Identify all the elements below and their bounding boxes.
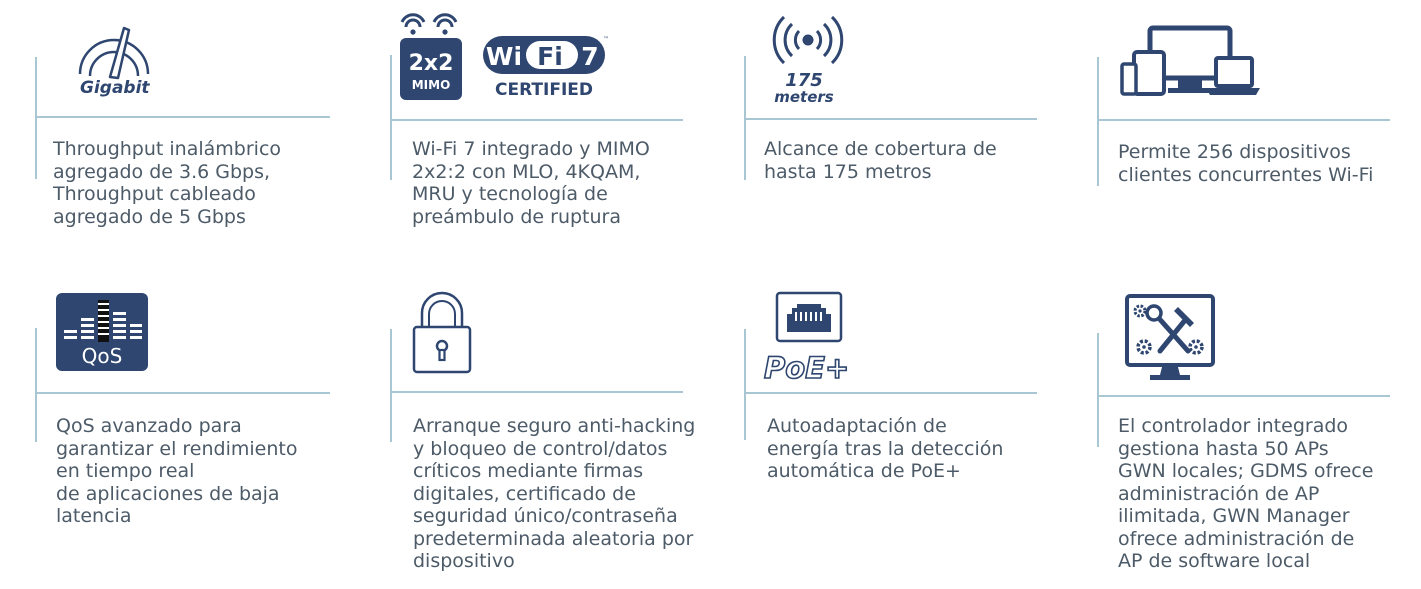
range-unit-label: meters xyxy=(774,88,834,106)
divider-vertical xyxy=(1097,57,1099,186)
wifi-label-left: Wi xyxy=(485,42,523,71)
feature-description: Permite 256 dispositivos clientes concurrentes Wi-Fi xyxy=(1118,141,1374,186)
gigabit-icon-label: Gigabit xyxy=(80,78,150,98)
certified-label: CERTIFIED xyxy=(495,80,593,100)
feature-description: Arranque seguro anti-hacking y bloqueo de control/datos críticos mediante firmas digitales, certificado de seguridad único/contraseña predeterminada aleatoria por dispositivo xyxy=(413,415,696,572)
feature-description: QoS avanzado para garantizar el rendimiento en tiempo real de aplicaciones de baja latencia xyxy=(56,415,298,527)
qos-icon-label: QoS xyxy=(81,344,123,368)
padlock-icon xyxy=(408,291,476,375)
divider-horizontal xyxy=(745,118,1037,120)
poe-icon-label: PoE+ xyxy=(764,351,850,385)
feature-description: Alcance de cobertura de hasta 175 metros xyxy=(764,138,997,183)
feature-description: Autoadaptación de energía tras la detección automática de PoE+ xyxy=(767,415,1004,482)
divider-vertical xyxy=(390,329,392,442)
divider-horizontal xyxy=(36,116,330,118)
mimo-label-bottom: MIMO xyxy=(411,78,451,92)
divider-horizontal xyxy=(1098,119,1390,121)
divider-horizontal xyxy=(745,392,1037,394)
divider-vertical xyxy=(390,55,392,180)
wifi-label-mid: Fi xyxy=(537,42,563,71)
divider-vertical xyxy=(744,329,746,440)
divider-horizontal xyxy=(391,391,683,393)
wifi7-certified-icon xyxy=(482,34,608,98)
range-signal-icon xyxy=(768,12,848,107)
divider-vertical xyxy=(35,57,37,179)
trademark-label: ™ xyxy=(603,36,609,43)
mimo-icon xyxy=(398,8,468,104)
feature-description: El controlador integrado gestiona hasta 50 APs GWN locales; GDMS ofrece administración de AP ilimitada, GWN Manager ofrece administración de AP de software local xyxy=(1118,415,1374,572)
divider-horizontal xyxy=(391,119,683,121)
divider-vertical xyxy=(1097,333,1099,447)
range-number-label: 175 xyxy=(785,70,823,91)
divider-horizontal xyxy=(36,392,330,394)
feature-description: Wi-Fi 7 integrado y MIMO 2x2:2 con MLO, 4KQAM, MRU y tecnología de preámbulo de ruptura xyxy=(412,138,650,228)
devices-icon xyxy=(1120,26,1262,98)
divider-vertical xyxy=(35,328,37,442)
wifi-label-num: 7 xyxy=(581,42,599,71)
gigabit-speedometer-icon xyxy=(70,22,160,100)
mimo-label-top: 2x2 xyxy=(408,51,454,76)
poe-plus-port-icon xyxy=(762,292,862,384)
qos-equalizer-icon xyxy=(55,292,149,372)
divider-horizontal xyxy=(1098,395,1390,397)
feature-description: Throughput inalámbrico agregado de 3.6 Gbps, Throughput cableado agregado de 5 Gbps xyxy=(53,138,282,228)
controller-tools-icon xyxy=(1124,293,1218,385)
